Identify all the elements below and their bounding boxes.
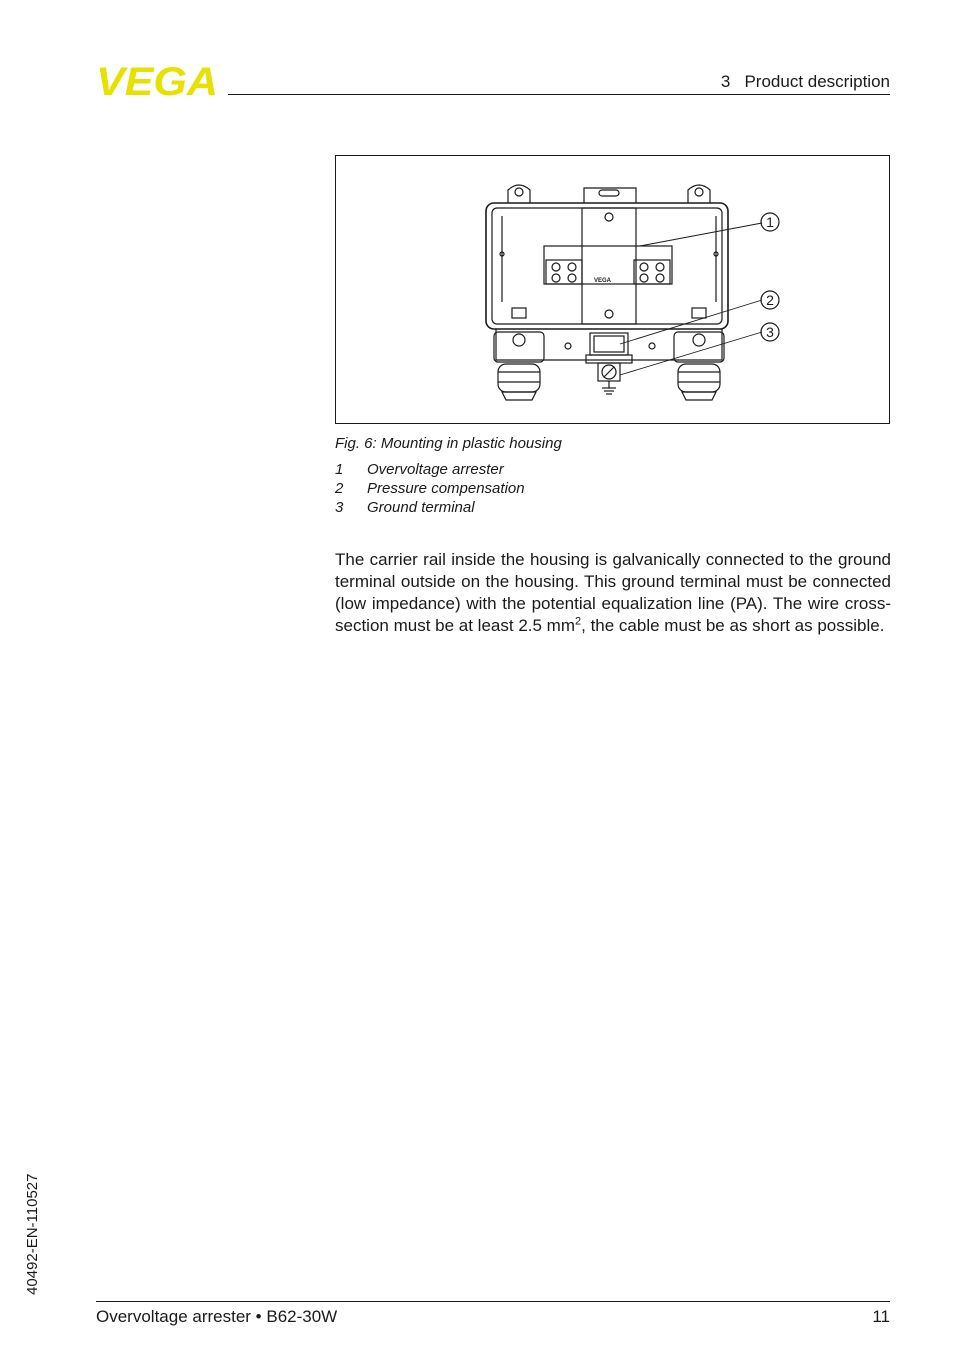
document-id: 40492-EN-110527 bbox=[24, 1173, 41, 1295]
legend-label: Overvoltage arrester bbox=[367, 461, 504, 478]
carrier-rail bbox=[582, 208, 636, 324]
legend-number: 3 bbox=[335, 499, 344, 516]
housing-drawing bbox=[336, 156, 889, 423]
mounting-hole-icon bbox=[515, 188, 523, 196]
header-rule bbox=[228, 94, 890, 95]
leader-line-2 bbox=[620, 300, 762, 344]
legend-label: Ground terminal bbox=[367, 499, 475, 516]
legend-item bbox=[335, 480, 525, 497]
leader-line-3 bbox=[620, 332, 762, 375]
footer-rule bbox=[96, 1301, 890, 1302]
body-paragraph bbox=[335, 549, 891, 637]
body-text bbox=[335, 549, 891, 637]
screw-icon bbox=[605, 213, 613, 221]
section-title: 3 Product description bbox=[720, 72, 890, 91]
legend-label: Pressure compensation bbox=[367, 480, 525, 497]
cable-gland-right bbox=[674, 332, 724, 362]
page-number: 11 bbox=[872, 1307, 890, 1326]
vega-logo bbox=[96, 64, 220, 98]
figure-caption: Fig. 6: Mounting in plastic housing bbox=[335, 435, 562, 452]
leader-line-1 bbox=[640, 223, 762, 246]
legend-item bbox=[335, 499, 475, 516]
legend-item bbox=[335, 461, 504, 478]
module-label: VEGA bbox=[594, 278, 612, 284]
callout-3-number: 3 bbox=[766, 324, 774, 340]
legend-number: 2 bbox=[335, 480, 344, 497]
screw-icon bbox=[605, 310, 613, 318]
callout-2-number: 2 bbox=[766, 292, 774, 308]
body-text-part: , the cable must be as short as possible. bbox=[581, 616, 885, 635]
superscript: 2 bbox=[575, 615, 582, 628]
cable-gland-left bbox=[494, 332, 544, 362]
mounting-hole-icon bbox=[695, 188, 703, 196]
figure-frame bbox=[335, 155, 890, 424]
body-text-part: The carrier rail inside the housing is galvanically connected to the ground terminal outside on the housing. This ground terminal must be connected (low impedance) with the potential equalization line (PA). The wire cross-section must be at least 2.5 mm bbox=[335, 550, 891, 635]
legend-number: 1 bbox=[335, 461, 344, 478]
vega-logo-text: VEGA bbox=[96, 64, 218, 98]
footer-product-title: Overvoltage arrester • B62-30W bbox=[96, 1307, 338, 1326]
callout-1-number: 1 bbox=[766, 214, 774, 230]
